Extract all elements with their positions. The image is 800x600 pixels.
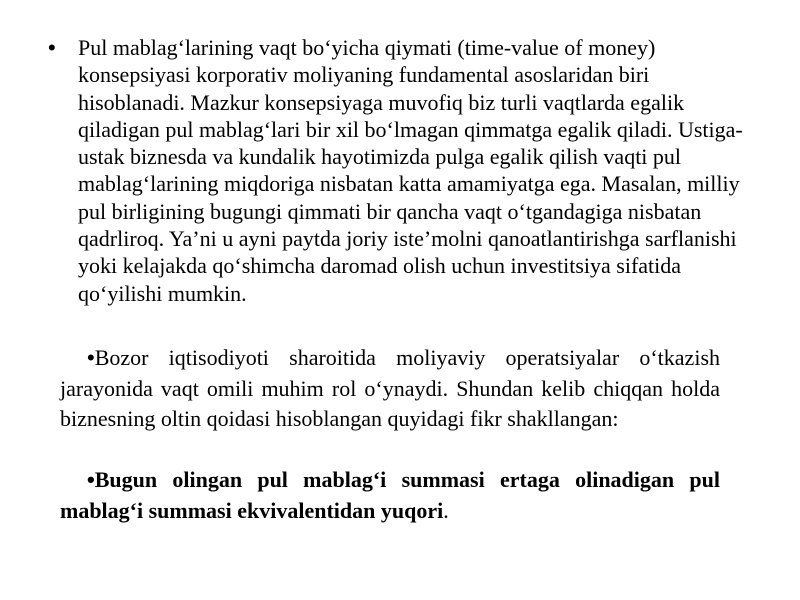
bullet-icon: • [48,35,56,60]
golden-rule-period: . [443,497,449,523]
bullet-icon: • [87,345,95,370]
market-economy-paragraph [60,343,720,435]
market-economy-text: Bozor iqtisodiyoti sharoitida moliyaviy operatsiyalar o‘tkazish jarayonida vaqt omili muhim rol o‘ynaydi. Shundan kelib chiqqan holda biznesning oltin qoidasi hisoblangan quyidagi fikr shakllangan: [60,345,720,431]
golden-rule-text: Bugun olingan pul mablag‘i summasi ertaga olinadigan pul mablag‘i summasi ekvivalentidan yuqori [60,467,720,523]
main-bullet-item [48,34,760,307]
golden-rule-paragraph [60,465,720,526]
main-paragraph: Pul mablag‘larining vaqt bo‘yicha qiymati (time-value of money) konsepsiyasi korporativ moliyaning fundamental asoslaridan biri hisoblanadi. Mazkur konsepsiyaga muvofiq biz turli vaqtlarda egalik qiladigan pul mablag‘lari bir xil bo‘lmagan qimmatga egalik qiladi. Ustiga-ustak biznesda va kundalik hayotimizda pulga egalik qilish vaqti pul mablag‘larining miqdoriga nisbatan katta amamiyatga ega. Masalan, milliy pul birligining bugungi qimmati bir qancha vaqt o‘tgandagiga nisbatan qadrliroq. Ya’ni u ayni paytda joriy iste’molni qanoatlantirishga sarflanishi yoki kelajakda qo‘shimcha daromad olish uchun investitsiya sifatida qo‘yilishi mumkin. [78,35,743,306]
bullet-icon: • [87,467,95,492]
